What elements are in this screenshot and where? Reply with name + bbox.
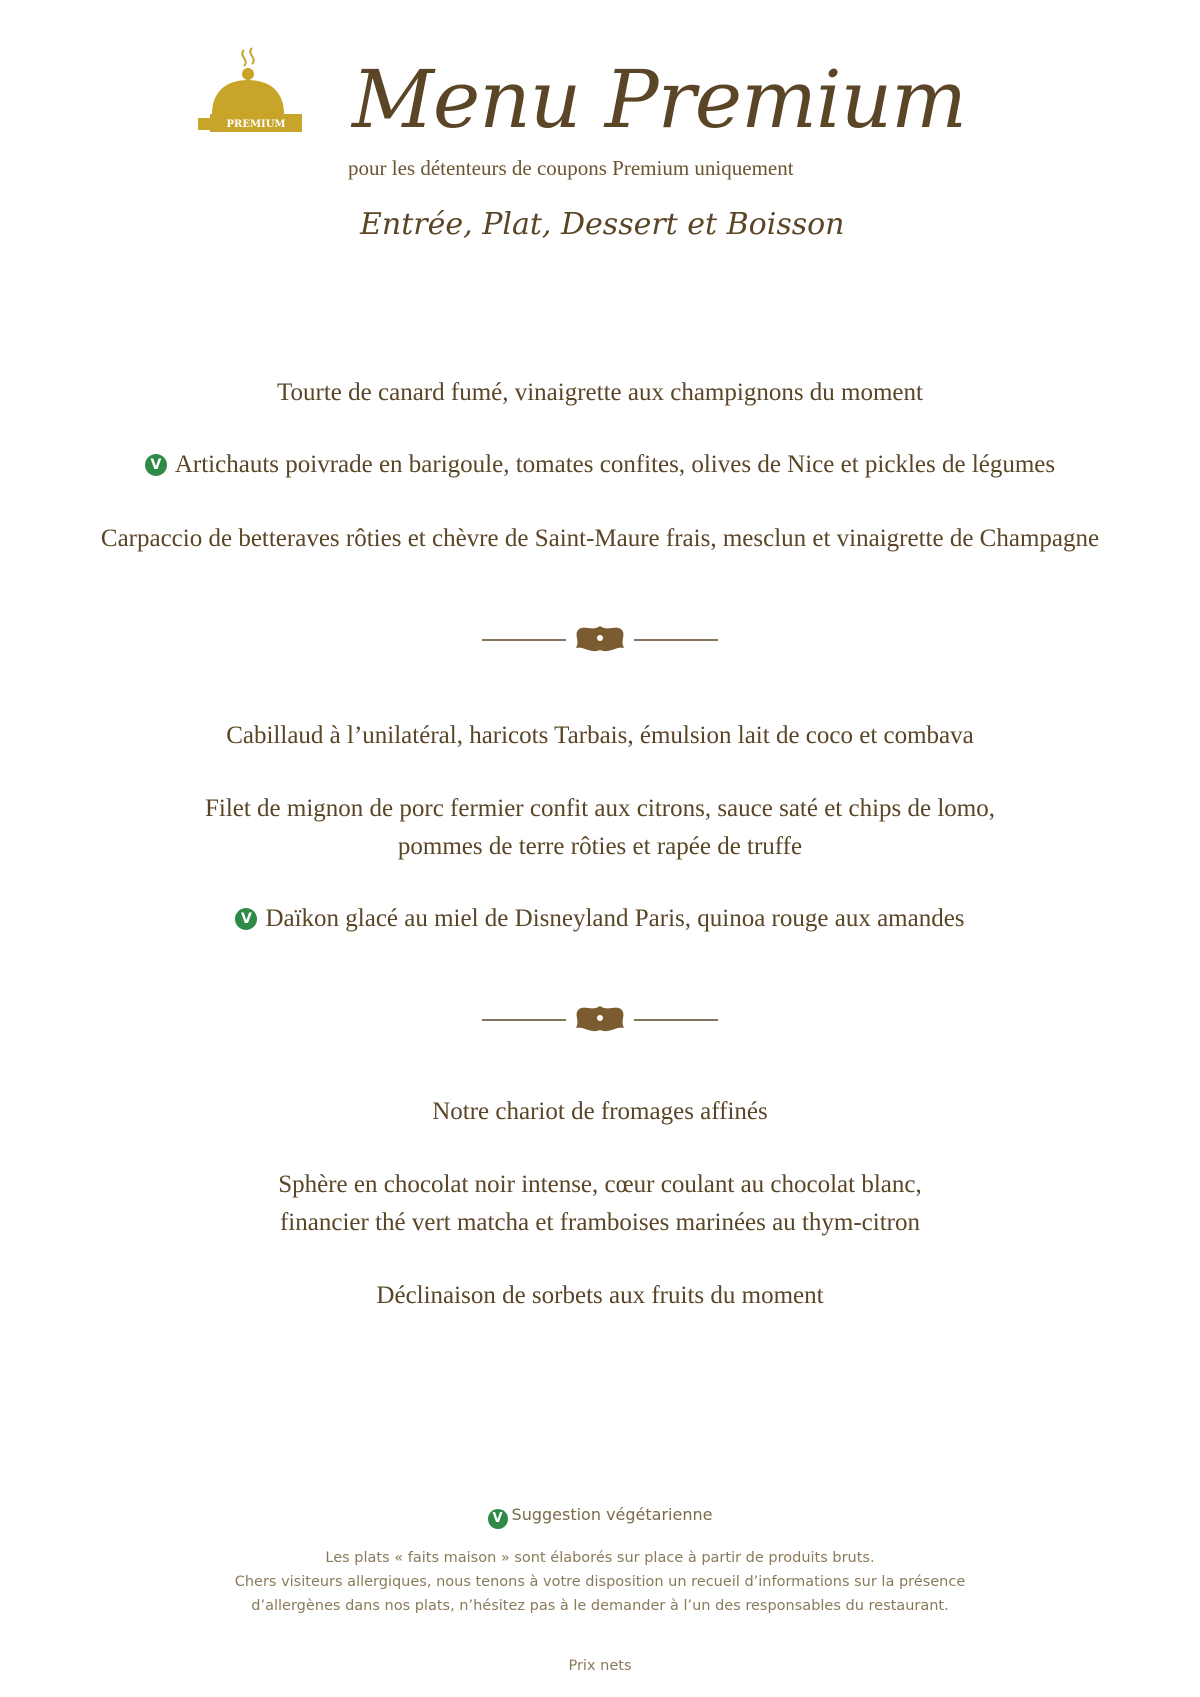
dessert-item-text: Sphère en chocolat noir intense, cœur coulant au chocolat blanc,	[278, 1171, 922, 1198]
main-item-text: Cabillaud à l’unilatéral, haricots Tarbais, émulsion lait de coco et combava	[226, 722, 974, 749]
dessert-item-text: Notre chariot de fromages affinés	[432, 1098, 768, 1125]
price-note: Prix nets	[568, 1658, 632, 1674]
dessert-item	[0, 1093, 1200, 1131]
ornament-divider	[480, 998, 720, 1042]
starter-item-text: Carpaccio de betteraves rôties et chèvre de Saint-Maure frais, mesclun et vinaigrette de Champagne	[100, 525, 1100, 552]
starter-item-text: Tourte de canard fumé, vinaigrette aux champignons du moment	[277, 379, 923, 406]
vegetarian-legend-text: Suggestion végétarienne	[511, 1505, 713, 1524]
main-item	[0, 790, 1200, 866]
main-item-text: Filet de mignon de porc fermier confit aux citrons, sauce saté et chips de lomo,	[204, 795, 996, 822]
menu-subtitle: pour les détenteurs de coupons Premium uniquement	[348, 156, 794, 180]
ornament-divider	[480, 618, 720, 662]
courses-heading: Entrée, Plat, Dessert et Boisson	[360, 207, 845, 242]
starter-item	[0, 446, 1200, 484]
vegetarian-legend	[0, 1502, 1200, 1529]
dessert-item	[0, 1277, 1200, 1315]
footer-notes	[0, 1546, 1200, 1618]
starter-item	[0, 374, 1200, 412]
premium-cloche-logo	[196, 46, 318, 142]
main-item	[0, 900, 1200, 938]
footer-note-line: Les plats « faits maison » sont élaborés sur place à partir de produits bruts.	[325, 1550, 875, 1566]
vegetarian-icon: V	[145, 454, 167, 476]
dessert-item-text: Déclinaison de sorbets aux fruits du moment	[376, 1282, 824, 1309]
menu-title: Menu Premium	[352, 53, 966, 146]
vegetarian-icon: V	[235, 908, 257, 930]
main-item-text: pommes de terre rôties et rapée de truffe	[397, 833, 803, 860]
footer-note-line: d’allergènes dans nos plats, n’hésitez pas à le demander à l’un des responsables du restaurant.	[251, 1598, 949, 1614]
vegetarian-icon: V	[488, 1509, 508, 1529]
dessert-item-text: financier thé vert matcha et framboises marinées au thym-citron	[279, 1209, 920, 1236]
premium-badge-label: PREMIUM	[226, 119, 286, 130]
starter-item-text: Artichauts poivrade en barigoule, tomates confites, olives de Nice et pickles de légumes	[174, 451, 1056, 478]
footer-note-line: Chers visiteurs allergiques, nous tenons à votre disposition un recueil d’informations sur la présence	[234, 1574, 966, 1590]
dessert-item	[0, 1166, 1200, 1242]
main-item	[0, 717, 1200, 755]
main-item-text: Daïkon glacé au miel de Disneyland Paris, quinoa rouge aux amandes	[265, 905, 965, 932]
starter-item	[0, 520, 1200, 558]
